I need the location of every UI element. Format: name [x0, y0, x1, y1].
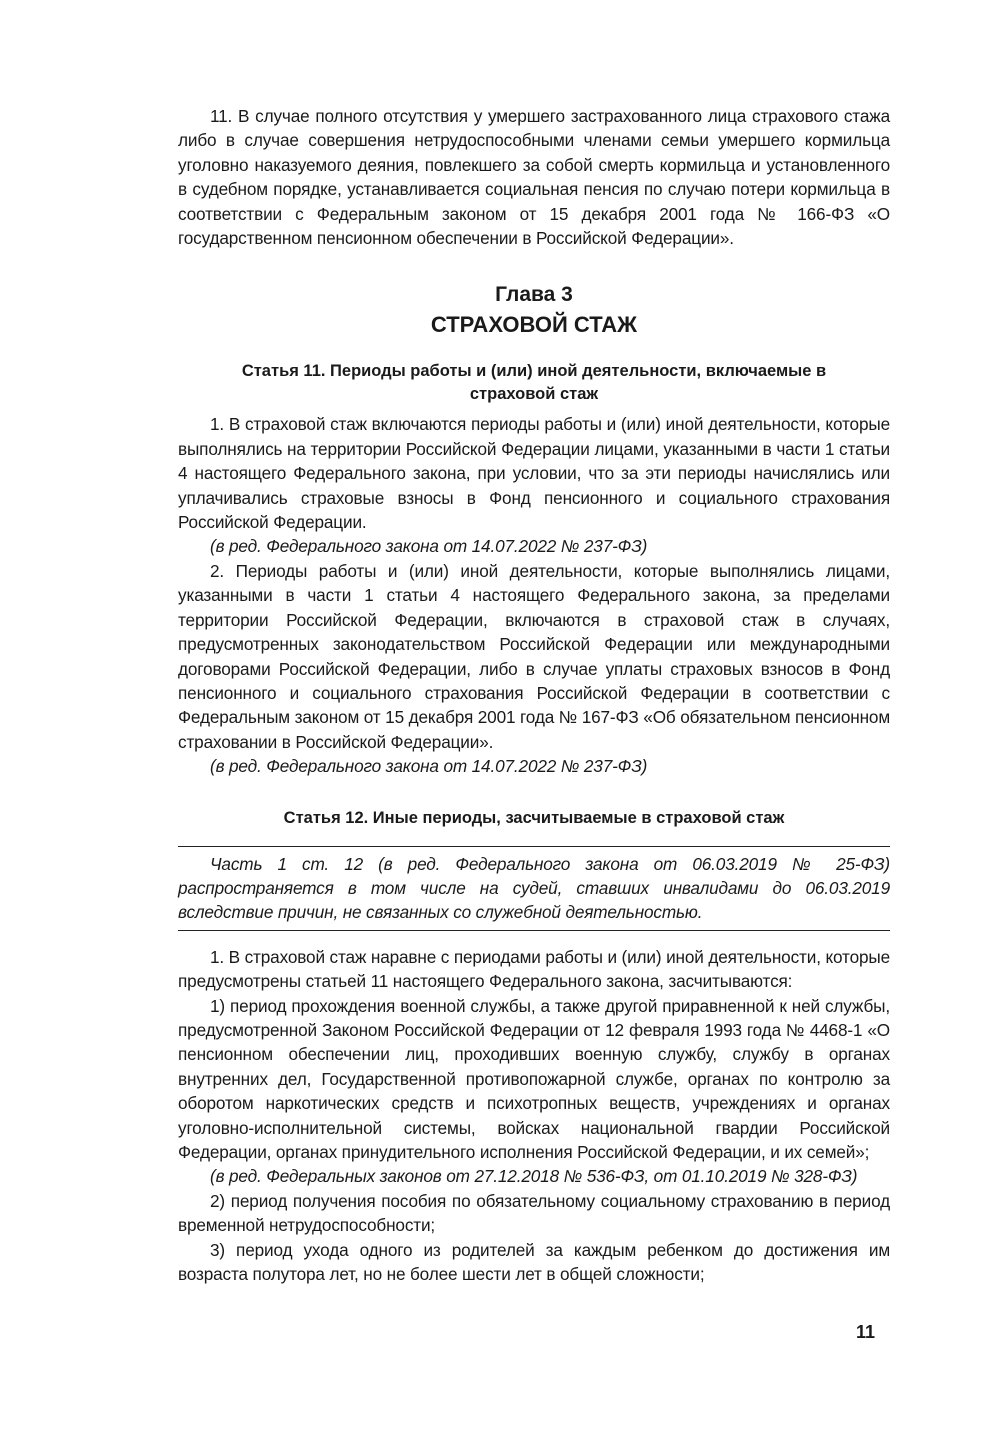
chapter-title: СТРАХОВОЙ СТАЖ	[430, 312, 638, 338]
article-11-amendment-note-1: (в ред. Федерального закона от 14.07.2022 № 237-ФЗ)	[210, 536, 648, 557]
commentary-box	[178, 846, 890, 931]
page-number: 11	[856, 1322, 876, 1342]
article-12-heading: Статья 12. Иные периоды, засчитываемые в страховой стаж	[283, 808, 785, 827]
chapter-number: Глава 3	[495, 283, 573, 307]
chapter-heading	[178, 280, 890, 340]
article-11-amendment-note-2: (в ред. Федерального закона от 14.07.2022 № 237-ФЗ)	[210, 756, 648, 777]
document-page	[178, 104, 890, 1286]
article-12-amendment-note: (в ред. Федеральных законов от 27.12.2018 № 536-ФЗ, от 01.10.2019 № 328-ФЗ)	[210, 1166, 858, 1187]
article-11-paragraph-2: 2. Периоды работы и (или) иной деятельности, которые выполнялись лицами, указанными в части 1 статьи 4 настоящего Федерального закона, за пределами территории Российской Федерации, включаются в страховой стаж в случаях, предусмотренных законодательством Российской Федерации или международными договорами Российской Федерации, либо в случае уплаты страховых взносов в Фонд пенсионного и социального страхования Российской Федерации в соответствии с Федеральным законом от 15 декабря 2001 года № 167-ФЗ «Об обязательном пенсионном страховании в Российской Федерации».	[178, 560, 890, 752]
article-11-heading: Статья 11. Периоды работы и (или) иной деятельности, включаемые в страховой стаж	[241, 362, 827, 404]
paragraph-11: 11. В случае полного отсутствия у умершего застрахованного лица страхового стажа либо в случае совершения нетрудоспособными членами семьи умершего кормильца уголовно наказуемого деяния, повлекшего за собой смерть кормильца и установленного в судебном порядке, устанавливается социальная пенсия по случаю потери кормильца в соответствии с Федеральным законом от 15 декабря 2001 года № 166-ФЗ «О государственном пенсионном обеспечении в Российской Федерации».	[178, 106, 890, 249]
article-12-item-1: 1) период прохождения военной службы, а также другой приравненной к ней службы, предусмотренной Законом Российской Федерации от 12 февраля 1993 года № 4468-1 «О пенсионном обеспечении лиц, проходивших военную службу, службу в органах внутренних дел, Государственной противопожарной службе, органах по контролю за оборотом наркотических средств и психотропных веществ, учреждениях и органах уголовно-исполнительной системы, войсках национальной гвардии Российской Федерации, органах принудительного исполнения Российской Федерации, и их семей»;	[178, 995, 890, 1162]
commentary-note: Часть 1 ст. 12 (в ред. Федерального закона от 06.03.2019 № 25-ФЗ) распространяется в том числе на судей, ставших инвалидами до 06.03.2019 вследствие причин, не связанных со служебной деятельностью.	[178, 853, 890, 923]
article-12-item-3: 3) период ухода одного из родителей за каждым ребенком до достижения им возраста полутора лет, но не более шести лет в общей сложности;	[178, 1239, 890, 1285]
article-12-paragraph-1: 1. В страховой стаж наравне с периодами работы и (или) иной деятельности, которые предусмотрены статьей 11 настоящего Федерального закона, засчитываются:	[178, 946, 891, 992]
article-12-item-2: 2) период получения пособия по обязательному социальному страхованию в период временной нетрудоспособности;	[178, 1190, 890, 1236]
article-11-paragraph-1: 1. В страховой стаж включаются периоды работы и (или) иной деятельности, которые выполнялись на территории Российской Федерации лицами, указанными в части 1 статьи 4 настоящего Федерального закона, при условии, что за эти периоды начислялись или уплачивались страховые взносы в Фонд пенсионного и социального страхования Российской Федерации.	[178, 414, 890, 533]
